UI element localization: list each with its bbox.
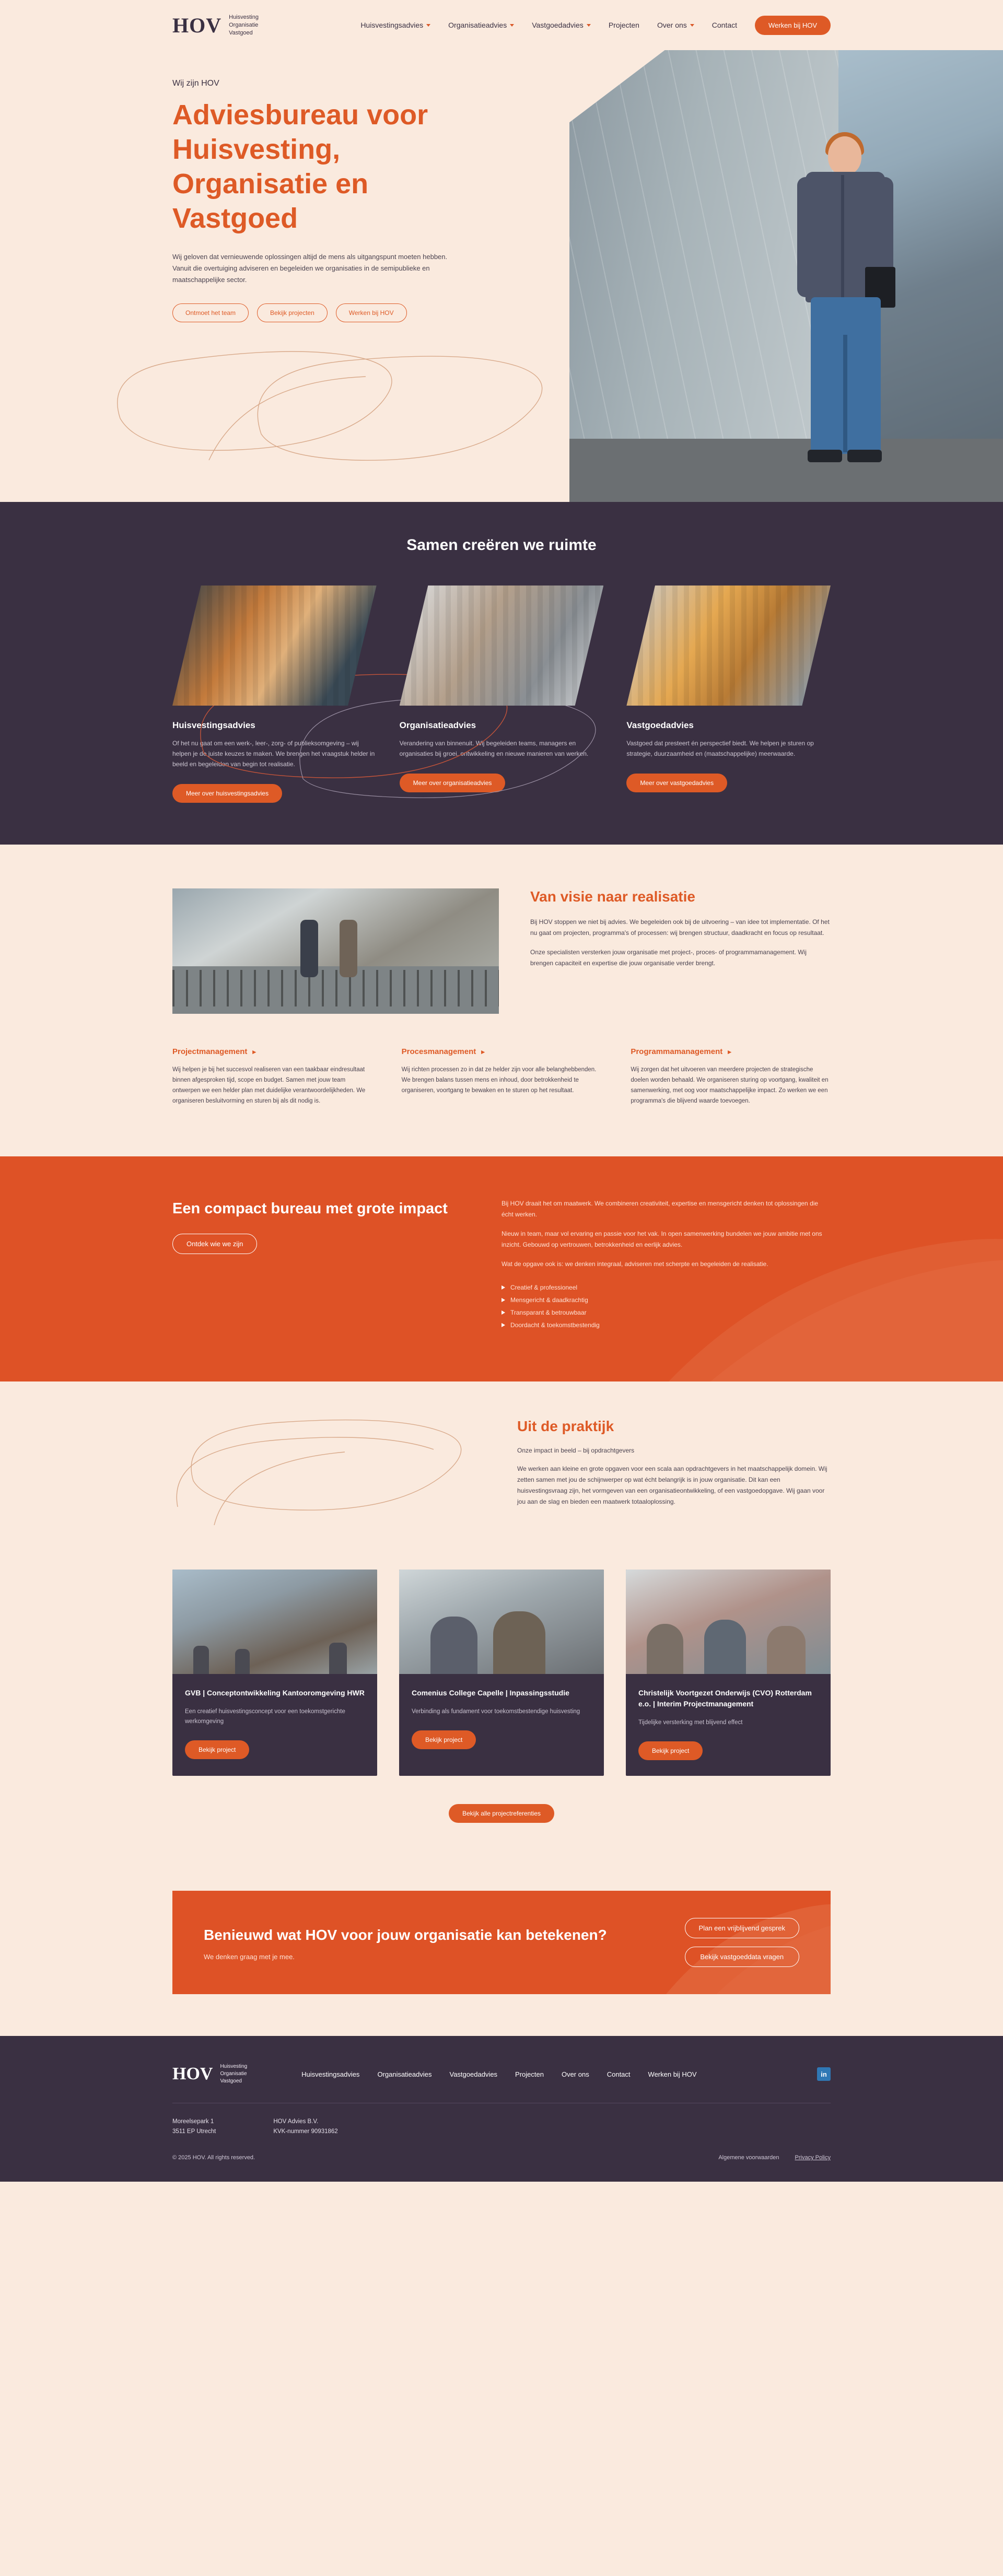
vision-copy — [530, 888, 831, 1014]
footer-nav-vastgoedadvies[interactable]: Vastgoedadvies — [449, 2070, 498, 2078]
impact-right — [501, 1198, 831, 1331]
nav-label: Vastgoedadvies — [532, 21, 584, 29]
hero-button-team[interactable]: Ontmoet het team — [172, 303, 249, 322]
case-card-text: Verbinding als fundament voor toekomstbestendige huisvesting — [412, 1708, 580, 1715]
impact-bullet — [501, 1281, 831, 1294]
vision-column-label: Procesmanagement — [401, 1047, 476, 1056]
nav-cta-button[interactable]: Werken bij HOV — [755, 16, 831, 35]
practice-subtitle: Onze impact in beeld – bij opdrachtgevers — [517, 1447, 635, 1454]
vision-top — [172, 888, 831, 1014]
footer-logo-subtitle — [220, 2063, 247, 2085]
vision-column-programmamanagement — [631, 1047, 831, 1106]
impact-bullet — [501, 1294, 831, 1306]
arrow-right-icon: ▸ — [481, 1047, 485, 1056]
impact-paragraph-1: Bij HOV draait het om maatwerk. We combineren creativiteit, expertise en mensgericht denken tot oplossingen die écht werken. — [501, 1200, 819, 1218]
footer-nav-huisvestingsadvies[interactable]: Huisvestingsadvies — [301, 2070, 360, 2078]
cta-copy — [204, 1925, 664, 1961]
footer-logo[interactable] — [172, 2063, 247, 2085]
case-card-image — [626, 1570, 831, 1674]
cta-button-plan-gesprek[interactable]: Plan een vrijblijvend gesprek — [685, 1918, 799, 1938]
chevron-down-icon — [510, 24, 514, 27]
practice-all-button-row — [172, 1804, 831, 1823]
footer-nav-projecten[interactable]: Projecten — [515, 2070, 544, 2078]
impact-bullets — [501, 1281, 831, 1331]
nav-label: Over ons — [657, 21, 687, 29]
service-card-image — [400, 586, 604, 706]
nav-label: Organisatieadvies — [448, 21, 507, 29]
vision-column-title[interactable] — [402, 1047, 602, 1056]
service-card-image — [172, 586, 377, 706]
hero-button-projects[interactable]: Bekijk projecten — [257, 303, 328, 322]
hero-person — [778, 136, 914, 471]
service-card-title: Huisvestingsadvies — [172, 720, 255, 730]
hero-title: Adviesbureau voor Huisvesting, Organisatie en Vastgoed — [172, 99, 428, 234]
case-card-button[interactable]: Bekijk project — [412, 1730, 476, 1749]
footer-link-privacy[interactable]: Privacy Policy — [795, 2155, 831, 2161]
case-card-button[interactable]: Bekijk project — [185, 1740, 249, 1759]
impact-bullet-label: Transparant & betrouwbaar — [510, 1309, 587, 1316]
logo-sub-line-2: Organisatie — [229, 21, 259, 28]
case-card-body — [626, 1674, 831, 1776]
hero-section — [0, 50, 1003, 502]
nav-item-over-ons[interactable] — [657, 21, 694, 29]
case-card-comenius[interactable] — [399, 1570, 604, 1776]
case-card-text: Tijdelijke versterking met blijvend effect — [638, 1719, 743, 1726]
vision-column-title[interactable] — [631, 1047, 831, 1056]
service-card-button[interactable]: Meer over organisatieadvies — [400, 774, 506, 792]
footer-company-name: HOV Advies B.V. — [273, 2118, 319, 2125]
linkedin-icon[interactable]: in — [817, 2067, 831, 2081]
vision-section — [0, 845, 1003, 1156]
footer-logo-sub-line-3: Vastgoed — [220, 2078, 242, 2084]
footer-address-line-1: Moreelsepark 1 — [172, 2118, 214, 2125]
footer-columns — [172, 2117, 831, 2137]
footer-top — [172, 2063, 831, 2085]
cta-button-vastgoeddata[interactable]: Bekijk vastgoeddata vragen — [685, 1947, 799, 1967]
impact-bullet — [501, 1319, 831, 1331]
impact-bullet-label: Mensgericht & daadkrachtig — [510, 1296, 588, 1304]
nav-item-organisatieadvies[interactable] — [448, 21, 514, 29]
service-card-body: Vastgoed dat presteert én perspectief biedt. We helpen je sturen op strategie, duurzaamheid en (maatschappelijke) meerwaarde. — [626, 740, 814, 757]
case-card-body — [399, 1674, 604, 1765]
service-card-body: Of het nu gaat om een werk-, leer-, zorg- of publieksomgeving – wij helpen je de juiste keuzes te maken. We brengen het vraagstuk helder in beeld en begeleiden van begin tot realisatie. — [172, 740, 375, 768]
impact-paragraph-3: Wat de opgave ook is: we denken integraal, adviseren met scherpte en begeleiden de realisatie. — [501, 1260, 768, 1268]
case-cards — [172, 1570, 831, 1776]
vision-columns — [172, 1047, 831, 1106]
services-cards — [172, 586, 831, 803]
footer-address — [172, 2117, 216, 2137]
logo-sub-line-3: Vastgoed — [229, 29, 253, 36]
all-projects-button[interactable]: Bekijk alle projectreferenties — [449, 1804, 554, 1823]
footer-nav-over-ons[interactable]: Over ons — [561, 2070, 589, 2078]
footer-nav-contact[interactable]: Contact — [607, 2070, 631, 2078]
impact-left — [172, 1198, 465, 1331]
impact-paragraph-2: Nieuw in team, maar vol ervaring en passie voor het vak. In open samenwerking bundelen we jouw ambitie met ons inzicht. Gebouwd op vertrouwen, betrokkenheid en eerlijk advies. — [501, 1230, 822, 1248]
practice-head — [172, 1418, 831, 1538]
triangle-bullet-icon — [501, 1298, 505, 1302]
logo-subtitle — [229, 14, 259, 37]
footer-company — [273, 2117, 337, 2137]
vision-paragraph-1: Bij HOV stoppen we niet bij advies. We begeleiden ook bij de uitvoering – van idee tot implementatie. Of het nu gaat om projecten, programma's of processen: wij brengen structuur, daadkracht en focus op resultaat. — [530, 918, 830, 936]
footer-nav-organisatieadvies[interactable]: Organisatieadvies — [377, 2070, 432, 2078]
hero-body: Wij geloven dat vernieuwende oplossingen altijd de mens als uitgangspunt moeten hebben. Vanuit die overtuiging adviseren en begeleiden we organisaties in de semipublieke en maatschappelijke sector. — [172, 253, 448, 284]
impact-bullet — [501, 1306, 831, 1319]
service-card-organisatieadvies — [400, 586, 604, 803]
case-card-gvb[interactable] — [172, 1570, 377, 1776]
hero-eyebrow: Wij zijn HOV — [172, 79, 219, 88]
cta-buttons — [685, 1918, 799, 1967]
case-card-title: Comenius College Capelle | Inpassingsstudie — [412, 1689, 569, 1697]
nav-label: Projecten — [608, 21, 639, 29]
triangle-bullet-icon — [501, 1310, 505, 1315]
nav-item-projecten[interactable] — [609, 21, 639, 29]
vision-image — [172, 888, 499, 1014]
vision-paragraph-2: Onze specialisten versterken jouw organisatie met project-, proces- of programmamanagement. Wij brengen capaciteit en expertise die jouw organisatie verder brengt. — [530, 949, 807, 967]
logo-sub-line-1: Huisvesting — [229, 14, 259, 20]
service-card-button[interactable]: Meer over vastgoedadvies — [626, 774, 727, 792]
practice-title: Uit de praktijk — [517, 1418, 614, 1434]
footer-legal-links — [718, 2155, 831, 2161]
cta-banner — [172, 1891, 831, 1994]
footer-logo-sub-line-1: Huisvesting — [220, 2064, 248, 2069]
footer-company-kvk: KVK-nummer 90931862 — [273, 2128, 338, 2135]
footer-copyright: © 2025 HOV. All rights reserved. — [172, 2155, 255, 2161]
impact-bullet-label: Creatief & professioneel — [510, 1284, 578, 1291]
case-card-cvo[interactable] — [626, 1570, 831, 1776]
services-section — [0, 502, 1003, 845]
hero-button-group — [172, 303, 460, 322]
services-title: Samen creëren we ruimte — [406, 536, 597, 554]
vision-column-body: Wij richten processen zo in dat ze helder zijn voor alle belanghebbenden. We brengen balans tussen mens en inhoud, door betrokkenheid te organiseren, voortgang te bewaken en te sturen op het resultaat. — [401, 1067, 597, 1094]
impact-button[interactable]: Ontdek wie we zijn — [172, 1234, 257, 1254]
case-card-button[interactable]: Bekijk project — [638, 1741, 703, 1760]
footer-logo-sub-line-2: Organisatie — [220, 2071, 247, 2077]
vision-column-projectmanagement — [172, 1047, 372, 1106]
vision-column-label: Programmamanagement — [631, 1047, 723, 1056]
service-card-button[interactable]: Meer over huisvestingsadvies — [172, 784, 282, 803]
nav-item-vastgoedadvies[interactable] — [532, 21, 591, 29]
footer-bottom — [172, 2155, 831, 2161]
case-card-title: Christelijk Voortgezet Onderwijs (CVO) Rotterdam e.o. | Interim Projectmanagement — [638, 1689, 812, 1708]
case-card-title: GVB | Conceptontwikkeling Kantooromgeving HWR — [185, 1689, 365, 1697]
cta-title: Benieuwd wat HOV voor jouw organisatie kan betekenen? — [204, 1926, 607, 1943]
case-card-image — [172, 1570, 377, 1674]
nav-item-huisvestingsadvies[interactable] — [360, 21, 430, 29]
vision-column-body: Wij helpen je bij het succesvol realiseren van een taakbaar eindresultaat binnen afgesproken tijd, scope en budget. Samen met jouw team ontwerpen we een helder plan met duidelijke verantwoordelijkheden. We organiseren besluitvorming en sturen bij als dit nodig is. — [172, 1067, 366, 1104]
chevron-down-icon — [426, 24, 430, 27]
case-card-text: Een creatief huisvestingsconcept voor een toekomstgerichte werkomgeving — [185, 1708, 345, 1725]
vision-column-label: Projectmanagement — [172, 1047, 248, 1056]
cta-subtitle: We denken graag met je mee. — [204, 1952, 295, 1961]
footer-nav-werken-bij-hov[interactable]: Werken bij HOV — [648, 2070, 697, 2078]
footer-address-line-2: 3511 EP Utrecht — [172, 2128, 216, 2135]
main-nav — [360, 16, 831, 35]
vision-column-body: Wij zorgen dat het uitvoeren van meerdere projecten de strategische doelen worden behaald. We organiseren sturing op voortgang, kwaliteit en samenwerking, met oog voor maatschappelijke impact. Zo werken we een programma's die blijvend waarde toevoegen. — [631, 1067, 829, 1104]
service-card-title: Vastgoedadvies — [626, 720, 694, 730]
practice-decoration — [172, 1418, 481, 1538]
vision-column-procesmanagement — [402, 1047, 602, 1106]
service-card-body: Verandering van binnenuit. Wij begeleiden teams, managers en organisaties bij groei, ontwikkeling en nieuwe manieren van werken. — [399, 740, 589, 757]
chevron-down-icon — [587, 24, 591, 27]
service-card-huisvestingsadvies — [172, 586, 377, 803]
nav-label: Contact — [712, 21, 738, 29]
triangle-bullet-icon — [501, 1285, 505, 1290]
impact-bullet-label: Doordacht & toekomstbestendig — [510, 1321, 600, 1329]
hero-button-careers[interactable]: Werken bij HOV — [336, 303, 407, 322]
footer-logo-mark: HOV — [172, 2064, 213, 2083]
case-card-image — [399, 1570, 604, 1674]
hero-content — [0, 50, 460, 322]
vision-column-title[interactable] — [172, 1047, 372, 1056]
nav-label: Huisvestingsadvies — [360, 21, 424, 29]
decorative-loops — [104, 330, 627, 486]
arrow-right-icon: ▸ — [728, 1047, 731, 1056]
logo-mark: HOV — [172, 13, 222, 37]
impact-title: Een compact bureau met grote impact — [172, 1200, 448, 1217]
service-card-vastgoedadvies — [626, 586, 831, 803]
site-header — [0, 0, 1003, 50]
nav-item-contact[interactable] — [712, 21, 737, 29]
service-card-image — [626, 586, 831, 706]
arrow-right-icon: ▸ — [252, 1047, 256, 1056]
site-footer — [0, 2036, 1003, 2182]
practice-copy — [517, 1418, 831, 1538]
case-card-body — [172, 1674, 377, 1775]
vision-title: Van visie naar realisatie — [530, 888, 695, 905]
triangle-bullet-icon — [501, 1323, 505, 1327]
impact-section — [0, 1156, 1003, 1381]
logo[interactable] — [172, 13, 259, 38]
service-card-title: Organisatieadvies — [399, 720, 476, 730]
footer-link-terms[interactable]: Algemene voorwaarden — [718, 2155, 779, 2161]
footer-nav — [301, 2070, 696, 2078]
practice-section — [0, 1381, 1003, 1870]
chevron-down-icon — [690, 24, 694, 27]
cta-wrapper — [0, 1870, 1003, 2036]
practice-decorative-loops — [172, 1418, 481, 1538]
hero-image — [569, 50, 1003, 502]
practice-paragraph-1: We werken aan kleine en grote opgaven voor een scala aan opdrachtgevers in het maatschappelijk domein. Wij zetten samen met jou de schijnwerper op wat écht belangrijk is in jouw organisatie. Dit kan een huisvestingsvraag zijn, het vormgeven van een organisatieontwikkeling, of een vastgoedopgave. Wij gaan voor jou aan de slag en bieden een maatwerk totaaloplossing. — [517, 1465, 827, 1505]
